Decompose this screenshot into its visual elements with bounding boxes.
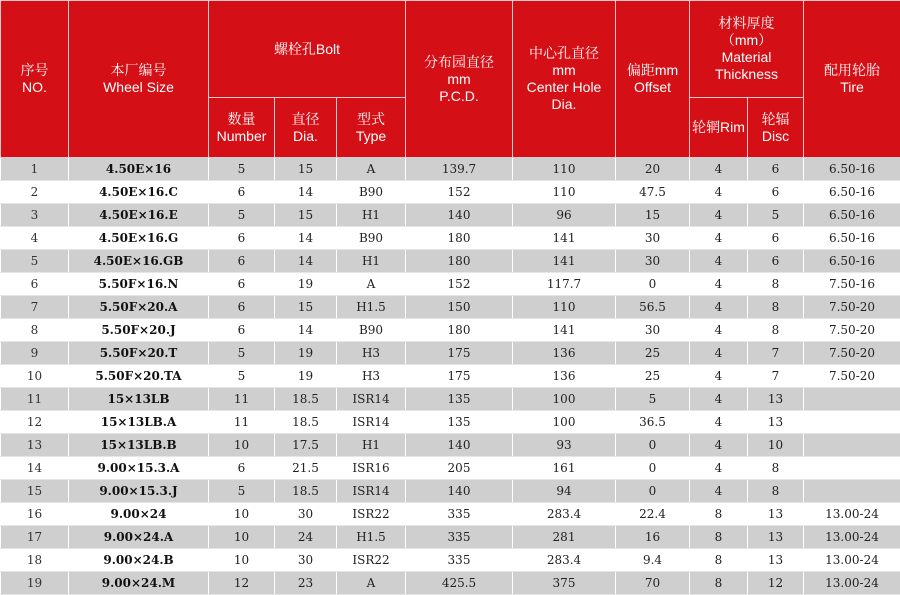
cell-rim: 4 [690, 434, 748, 457]
cell-bolt-type: ISR22 [337, 503, 406, 526]
cell-tire [804, 411, 900, 434]
cell-bolt-number: 11 [209, 411, 275, 434]
header-tire [804, 1, 900, 158]
cell-pcd: 335 [406, 526, 513, 549]
cell-center-hole: 141 [513, 227, 616, 250]
cell-pcd: 139.7 [406, 158, 513, 181]
table-row [1, 503, 900, 526]
cell-bolt-number: 5 [209, 365, 275, 388]
header-disc-cn: 轮辐 [748, 111, 803, 128]
cell-tire: 6.50-16 [804, 181, 900, 204]
cell-bolt-type: A [337, 158, 406, 181]
cell-wheel-size: 5.50F×20.T [69, 342, 209, 365]
cell-disc: 12 [748, 572, 804, 595]
cell-bolt-number: 6 [209, 250, 275, 273]
cell-bolt-type: H1.5 [337, 296, 406, 319]
table-body [1, 158, 900, 595]
cell-pcd: 335 [406, 503, 513, 526]
cell-offset: 22.4 [616, 503, 690, 526]
cell-tire: 7.50-20 [804, 365, 900, 388]
cell-center-hole: 100 [513, 388, 616, 411]
cell-rim: 4 [690, 365, 748, 388]
cell-offset: 15 [616, 204, 690, 227]
cell-bolt-type: H1 [337, 434, 406, 457]
cell-bolt-type: B90 [337, 227, 406, 250]
cell-center-hole: 283.4 [513, 549, 616, 572]
table-row [1, 388, 900, 411]
cell-bolt-number: 11 [209, 388, 275, 411]
cell-offset: 0 [616, 273, 690, 296]
cell-tire: 6.50-16 [804, 250, 900, 273]
cell-pcd: 180 [406, 319, 513, 342]
cell-bolt-type: H1 [337, 250, 406, 273]
cell-rim: 4 [690, 411, 748, 434]
cell-bolt-dia: 30 [275, 503, 337, 526]
cell-rim: 4 [690, 227, 748, 250]
cell-pcd: 425.5 [406, 572, 513, 595]
header-type-en: Type [337, 128, 405, 145]
cell-bolt-number: 10 [209, 434, 275, 457]
cell-rim: 4 [690, 457, 748, 480]
cell-bolt-dia: 18.5 [275, 480, 337, 503]
cell-bolt-number: 5 [209, 342, 275, 365]
cell-no: 19 [1, 572, 69, 595]
cell-offset: 0 [616, 434, 690, 457]
cell-no: 4 [1, 227, 69, 250]
cell-rim: 8 [690, 526, 748, 549]
cell-bolt-dia: 15 [275, 296, 337, 319]
cell-bolt-dia: 19 [275, 365, 337, 388]
cell-rim: 4 [690, 158, 748, 181]
cell-no: 6 [1, 273, 69, 296]
header-bolt-type [337, 98, 406, 158]
cell-center-hole: 110 [513, 296, 616, 319]
cell-pcd: 335 [406, 549, 513, 572]
table-row [1, 181, 900, 204]
header-offset-cn: 偏距mm [616, 62, 689, 79]
header-thickness-en: Material [690, 49, 803, 66]
cell-rim: 4 [690, 480, 748, 503]
cell-offset: 20 [616, 158, 690, 181]
header-no [1, 1, 69, 158]
cell-bolt-number: 6 [209, 273, 275, 296]
cell-wheel-size: 9.00×24.A [69, 526, 209, 549]
header-no-en: NO. [1, 79, 68, 96]
header-bolt-dia [275, 98, 337, 158]
header-wheel-size [69, 1, 209, 158]
cell-pcd: 205 [406, 457, 513, 480]
cell-center-hole: 117.7 [513, 273, 616, 296]
cell-offset: 47.5 [616, 181, 690, 204]
cell-wheel-size: 4.50E×16.C [69, 181, 209, 204]
table-row [1, 296, 900, 319]
header-bolt: 螺栓孔Bolt [209, 1, 406, 98]
cell-tire: 7.50-20 [804, 296, 900, 319]
cell-no: 17 [1, 526, 69, 549]
table-row [1, 204, 900, 227]
table-row [1, 319, 900, 342]
cell-disc: 8 [748, 480, 804, 503]
cell-center-hole: 281 [513, 526, 616, 549]
cell-bolt-number: 6 [209, 457, 275, 480]
cell-disc: 13 [748, 388, 804, 411]
cell-no: 10 [1, 365, 69, 388]
cell-wheel-size: 4.50E×16.E [69, 204, 209, 227]
cell-center-hole: 94 [513, 480, 616, 503]
cell-tire [804, 457, 900, 480]
cell-no: 1 [1, 158, 69, 181]
cell-bolt-number: 6 [209, 296, 275, 319]
cell-pcd: 175 [406, 342, 513, 365]
cell-pcd: 180 [406, 250, 513, 273]
header-thickness-unit: （mm） [690, 32, 803, 49]
cell-tire: 7.50-20 [804, 342, 900, 365]
cell-no: 9 [1, 342, 69, 365]
cell-wheel-size: 5.50F×20.J [69, 319, 209, 342]
cell-disc: 10 [748, 434, 804, 457]
cell-rim: 4 [690, 204, 748, 227]
cell-tire: 6.50-16 [804, 204, 900, 227]
cell-offset: 70 [616, 572, 690, 595]
cell-disc: 6 [748, 227, 804, 250]
cell-disc: 13 [748, 503, 804, 526]
cell-disc: 8 [748, 319, 804, 342]
cell-bolt-dia: 21.5 [275, 457, 337, 480]
cell-rim: 4 [690, 296, 748, 319]
header-center-en2: Dia. [513, 96, 615, 113]
cell-pcd: 140 [406, 204, 513, 227]
cell-no: 16 [1, 503, 69, 526]
cell-bolt-dia: 15 [275, 158, 337, 181]
cell-bolt-number: 6 [209, 227, 275, 250]
cell-bolt-dia: 17.5 [275, 434, 337, 457]
cell-center-hole: 161 [513, 457, 616, 480]
cell-no: 3 [1, 204, 69, 227]
cell-no: 14 [1, 457, 69, 480]
header-center-hole [513, 1, 616, 158]
cell-rim: 4 [690, 319, 748, 342]
cell-center-hole: 96 [513, 204, 616, 227]
cell-tire: 13.00-24 [804, 572, 900, 595]
cell-bolt-dia: 14 [275, 250, 337, 273]
cell-pcd: 150 [406, 296, 513, 319]
cell-wheel-size: 15×13LB.B [69, 434, 209, 457]
cell-wheel-size: 4.50E×16.GB [69, 250, 209, 273]
header-pcd-unit: mm [406, 71, 512, 88]
cell-bolt-dia: 14 [275, 181, 337, 204]
cell-wheel-size: 9.00×24 [69, 503, 209, 526]
cell-disc: 6 [748, 158, 804, 181]
header-thickness-cn: 材料厚度 [690, 15, 803, 32]
cell-wheel-size: 9.00×24.M [69, 572, 209, 595]
cell-disc: 8 [748, 296, 804, 319]
cell-bolt-dia: 23 [275, 572, 337, 595]
header-offset [616, 1, 690, 158]
cell-rim: 8 [690, 549, 748, 572]
cell-tire: 7.50-20 [804, 319, 900, 342]
cell-no: 18 [1, 549, 69, 572]
cell-pcd: 152 [406, 181, 513, 204]
cell-disc: 6 [748, 250, 804, 273]
cell-center-hole: 283.4 [513, 503, 616, 526]
cell-tire: 13.00-24 [804, 549, 900, 572]
cell-pcd: 180 [406, 227, 513, 250]
cell-tire [804, 434, 900, 457]
table-row [1, 342, 900, 365]
cell-bolt-dia: 19 [275, 273, 337, 296]
cell-bolt-number: 5 [209, 480, 275, 503]
header-type-cn: 型式 [337, 111, 405, 128]
cell-bolt-type: A [337, 273, 406, 296]
cell-rim: 4 [690, 388, 748, 411]
cell-disc: 5 [748, 204, 804, 227]
cell-wheel-size: 5.50F×20.TA [69, 365, 209, 388]
cell-disc: 13 [748, 549, 804, 572]
cell-wheel-size: 5.50F×16.N [69, 273, 209, 296]
cell-disc: 8 [748, 457, 804, 480]
table-row [1, 434, 900, 457]
cell-center-hole: 141 [513, 250, 616, 273]
table-row [1, 158, 900, 181]
header-tire-cn: 配用轮胎 [804, 62, 900, 79]
header-pcd-cn: 分布园直径 [406, 54, 512, 71]
cell-bolt-dia: 19 [275, 342, 337, 365]
cell-disc: 13 [748, 526, 804, 549]
header-dia-en: Dia. [275, 128, 336, 145]
header-center-unit: mm [513, 62, 615, 79]
cell-bolt-dia: 14 [275, 319, 337, 342]
cell-bolt-dia: 30 [275, 549, 337, 572]
cell-bolt-number: 10 [209, 503, 275, 526]
cell-offset: 30 [616, 227, 690, 250]
table-row [1, 273, 900, 296]
cell-tire: 7.50-16 [804, 273, 900, 296]
cell-pcd: 135 [406, 411, 513, 434]
header-thickness [690, 1, 804, 98]
header-disc [748, 98, 804, 158]
header-size-en: Wheel Size [69, 79, 208, 96]
cell-disc: 13 [748, 411, 804, 434]
cell-offset: 30 [616, 319, 690, 342]
cell-bolt-type: H3 [337, 342, 406, 365]
cell-bolt-number: 10 [209, 526, 275, 549]
header-pcd-en: P.C.D. [406, 88, 512, 105]
cell-offset: 25 [616, 342, 690, 365]
table-row [1, 549, 900, 572]
cell-bolt-type: ISR14 [337, 388, 406, 411]
cell-rim: 4 [690, 342, 748, 365]
cell-no: 15 [1, 480, 69, 503]
header-dia-cn: 直径 [275, 111, 336, 128]
header-no-cn: 序号 [1, 62, 68, 79]
cell-bolt-dia: 24 [275, 526, 337, 549]
table-header [1, 1, 900, 158]
cell-offset: 36.5 [616, 411, 690, 434]
cell-no: 2 [1, 181, 69, 204]
cell-no: 7 [1, 296, 69, 319]
cell-bolt-type: B90 [337, 181, 406, 204]
cell-offset: 16 [616, 526, 690, 549]
cell-center-hole: 110 [513, 158, 616, 181]
cell-center-hole: 136 [513, 342, 616, 365]
cell-bolt-number: 10 [209, 549, 275, 572]
cell-wheel-size: 9.00×24.B [69, 549, 209, 572]
cell-wheel-size: 9.00×15.3.J [69, 480, 209, 503]
cell-wheel-size: 4.50E×16.G [69, 227, 209, 250]
cell-no: 5 [1, 250, 69, 273]
header-qty-cn: 数量 [209, 111, 274, 128]
cell-pcd: 135 [406, 388, 513, 411]
cell-disc: 8 [748, 273, 804, 296]
cell-wheel-size: 5.50F×20.A [69, 296, 209, 319]
cell-bolt-type: ISR14 [337, 480, 406, 503]
cell-bolt-type: ISR16 [337, 457, 406, 480]
cell-offset: 9.4 [616, 549, 690, 572]
cell-disc: 6 [748, 181, 804, 204]
cell-bolt-number: 12 [209, 572, 275, 595]
cell-tire: 6.50-16 [804, 158, 900, 181]
cell-rim: 4 [690, 250, 748, 273]
cell-rim: 8 [690, 503, 748, 526]
header-thickness-en2: Thickness [690, 66, 803, 83]
header-offset-en: Offset [616, 79, 689, 96]
cell-offset: 0 [616, 480, 690, 503]
cell-center-hole: 136 [513, 365, 616, 388]
cell-disc: 7 [748, 342, 804, 365]
table-row [1, 250, 900, 273]
cell-no: 12 [1, 411, 69, 434]
cell-pcd: 175 [406, 365, 513, 388]
cell-wheel-size: 9.00×15.3.A [69, 457, 209, 480]
table-row [1, 227, 900, 250]
cell-bolt-dia: 14 [275, 227, 337, 250]
cell-tire [804, 388, 900, 411]
cell-rim: 4 [690, 181, 748, 204]
cell-bolt-dia: 18.5 [275, 411, 337, 434]
cell-center-hole: 93 [513, 434, 616, 457]
header-disc-en: Disc [748, 128, 803, 145]
header-qty-en: Number [209, 128, 274, 145]
table-row [1, 572, 900, 595]
cell-no: 11 [1, 388, 69, 411]
cell-offset: 25 [616, 365, 690, 388]
cell-pcd: 140 [406, 434, 513, 457]
cell-offset: 56.5 [616, 296, 690, 319]
cell-bolt-type: H3 [337, 365, 406, 388]
header-pcd [406, 1, 513, 158]
cell-disc: 7 [748, 365, 804, 388]
cell-no: 13 [1, 434, 69, 457]
cell-bolt-number: 5 [209, 204, 275, 227]
cell-center-hole: 110 [513, 181, 616, 204]
cell-bolt-type: H1.5 [337, 526, 406, 549]
cell-wheel-size: 15×13LB.A [69, 411, 209, 434]
cell-bolt-type: H1 [337, 204, 406, 227]
header-bolt-number [209, 98, 275, 158]
cell-pcd: 152 [406, 273, 513, 296]
header-size-cn: 本厂编号 [69, 62, 208, 79]
cell-offset: 30 [616, 250, 690, 273]
cell-offset: 5 [616, 388, 690, 411]
cell-no: 8 [1, 319, 69, 342]
cell-bolt-type: A [337, 572, 406, 595]
table-row [1, 526, 900, 549]
cell-center-hole: 100 [513, 411, 616, 434]
cell-pcd: 140 [406, 480, 513, 503]
cell-offset: 0 [616, 457, 690, 480]
cell-bolt-type: ISR22 [337, 549, 406, 572]
cell-bolt-type: B90 [337, 319, 406, 342]
header-center-cn: 中心孔直径 [513, 45, 615, 62]
table-row [1, 480, 900, 503]
header-tire-en: Tire [804, 79, 900, 96]
cell-center-hole: 375 [513, 572, 616, 595]
cell-tire: 6.50-16 [804, 227, 900, 250]
cell-tire: 13.00-24 [804, 503, 900, 526]
table-row [1, 411, 900, 434]
cell-rim: 8 [690, 572, 748, 595]
cell-bolt-dia: 15 [275, 204, 337, 227]
header-center-en: Center Hole [513, 79, 615, 96]
cell-rim: 4 [690, 273, 748, 296]
cell-bolt-number: 6 [209, 181, 275, 204]
cell-tire: 13.00-24 [804, 526, 900, 549]
cell-tire [804, 480, 900, 503]
cell-bolt-number: 6 [209, 319, 275, 342]
cell-wheel-size: 4.50E×16 [69, 158, 209, 181]
table-row [1, 457, 900, 480]
table-row [1, 365, 900, 388]
cell-wheel-size: 15×13LB [69, 388, 209, 411]
cell-bolt-number: 5 [209, 158, 275, 181]
cell-bolt-type: ISR14 [337, 411, 406, 434]
cell-bolt-dia: 18.5 [275, 388, 337, 411]
cell-center-hole: 141 [513, 319, 616, 342]
header-rim: 轮辋Rim [690, 98, 748, 158]
